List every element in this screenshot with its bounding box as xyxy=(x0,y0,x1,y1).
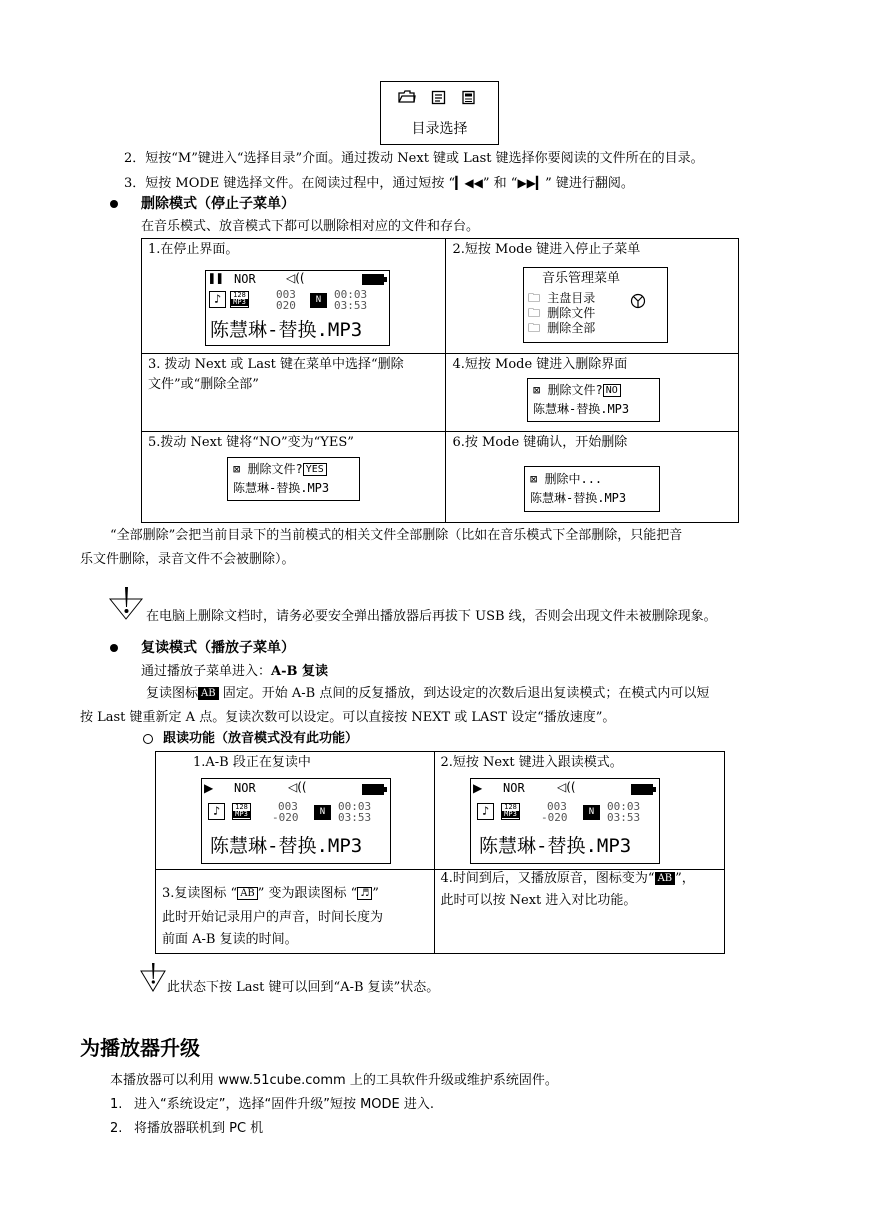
song-title: 陈慧琳-替换.MP3 xyxy=(210,835,363,857)
track-total: -020 xyxy=(272,811,299,824)
menu-title: 音乐管理菜单 xyxy=(542,271,621,286)
upgrade-title: 为播放器升级 xyxy=(80,1036,200,1060)
total-time: 03:53 xyxy=(338,811,372,824)
eq-mode-label: NOR xyxy=(503,781,525,795)
next-track-icon: ▶▶▎ xyxy=(517,176,546,190)
track-number: 003 xyxy=(547,800,567,813)
upgrade-step-1-num: 1. xyxy=(110,1097,123,1112)
pause-icon: ❚❚ xyxy=(208,271,224,286)
text-file-icon xyxy=(431,90,447,105)
step2-text: 2．短按“M”键进入“选择目录”介面。通过拨动 Next 键或 Last 键选择你要阅读的文件所在的目录。 xyxy=(124,151,704,166)
battery-icon xyxy=(631,784,653,795)
note-icon xyxy=(140,962,166,992)
lcd-delete-no-screen xyxy=(527,378,660,422)
bitrate-icon: 128 MP3 xyxy=(230,291,249,308)
directory-select-box xyxy=(380,81,499,145)
lcd-stop-screen xyxy=(205,270,390,346)
play-icon: ▶ xyxy=(204,781,214,795)
repeat-desc-2: 按 Last 键重新定 A 点。复读次数可以设定。可以直接按 NEXT 或 LAST 设定“播放速度”。 xyxy=(80,710,616,725)
menu-item-delete-all: 🗀 删除全部 xyxy=(528,321,596,335)
music-note-icon: ♪ xyxy=(209,291,226,308)
delete-file-icon: ⊠ xyxy=(233,462,241,476)
previous-track-icon: ▎◀◀ xyxy=(455,176,483,190)
follow-step-3: 3.复读图标 “ AB ” 变为跟读图标 “ ♬ ” 此时开始记录用户的声音，时间长度为 前面 A-B 复读的时间。 xyxy=(156,870,435,954)
warning-note-icon xyxy=(108,585,144,621)
lcd-delete-yes-screen xyxy=(227,457,360,501)
answer-no: NO xyxy=(603,384,621,397)
folder-icon: 🗀 xyxy=(528,291,541,305)
volume-icon: ◁(( xyxy=(288,780,307,794)
hollow-bullet-icon xyxy=(143,734,153,744)
upgrade-step-2-num: 2. xyxy=(110,1121,123,1136)
delete-all-explanation-1: “全部删除”会把当前目录下的当前模式的相关文件全部删除（比如在音乐模式下全部删除，只能把音 xyxy=(110,528,683,543)
delete-song: 陈慧琳-替换.MP3 xyxy=(533,402,630,416)
song-title: 陈慧琳-替换.MP3 xyxy=(210,319,363,341)
folder-icon xyxy=(398,90,416,104)
total-time: 03:53 xyxy=(334,299,368,312)
repeat-mode-intro: 通过播放子菜单进入：A-B 复读 xyxy=(141,664,329,679)
delete-mode-title: 删除模式（停止子菜单） xyxy=(141,196,295,212)
delete-song: 陈慧琳-替换.MP3 xyxy=(233,481,330,495)
upgrade-step-2: 将播放器联机到 PC 机 xyxy=(134,1121,264,1136)
document-icon xyxy=(461,90,477,105)
track-number: 003 xyxy=(278,800,298,813)
step3-text: 3．短按 MODE 键选择文件。在阅读过程中，通过短按 “▎◀◀” 和 “▶▶▎” 键进行翻阅。 xyxy=(124,176,634,191)
repeat-off-icon: N xyxy=(314,805,331,820)
battery-icon xyxy=(362,274,384,285)
menu-item-main-dir: 🗀 主盘目录 xyxy=(528,291,596,305)
repeat-off-icon: N xyxy=(310,293,327,308)
elapsed-time: 00:03 xyxy=(334,288,368,301)
folder-icon: 🗀 xyxy=(528,306,541,320)
music-note-icon: ♪ xyxy=(208,803,225,820)
repeat-off-icon: N xyxy=(583,805,600,820)
delete-step-3: 3. 拨动 Next 或 Last 键在菜单中选择“删除 文件”或“删除全部” xyxy=(142,354,446,432)
menu-item-delete-file: 🗀 删除文件 xyxy=(528,306,596,320)
bullet-icon xyxy=(110,200,118,208)
repeat-mode-title: 复读模式（播放子菜单） xyxy=(141,640,295,656)
track-number: 003 xyxy=(276,288,296,301)
answer-yes: YES xyxy=(303,463,327,476)
lcd-deleting-screen xyxy=(524,466,660,512)
eq-mode-label: NOR xyxy=(234,272,256,286)
delete-mode-intro: 在音乐模式、放音模式下都可以删除相对应的文件和存台。 xyxy=(141,219,480,234)
delete-step-2: 2.短按 Mode 键进入停止子菜单 xyxy=(446,239,739,354)
delete-file-icon: ⊠ xyxy=(533,383,541,397)
delete-file-icon: ⊠ xyxy=(530,472,538,486)
elapsed-time: 00:03 xyxy=(607,800,641,813)
volume-icon: ◁(( xyxy=(286,271,305,285)
delete-all-explanation-2: 乐文件删除，录音文件不会被删除）。 xyxy=(80,552,295,567)
lcd-play-screen-1 xyxy=(201,778,391,864)
elapsed-time: 00:03 xyxy=(338,800,372,813)
delete-prompt: ⊠ 删除文件? YES xyxy=(233,462,327,476)
delete-warning-note: 在电脑上删除文档时，请务必要安全弹出播放器后再拔下 USB 线，否则会出现文件未被删除现象。 xyxy=(146,609,717,624)
upgrade-step-1: 进入“系统设定”，选择“固件升级”短按 MODE 进入. xyxy=(134,1097,435,1112)
volume-icon: ◁(( xyxy=(557,780,576,794)
upgrade-intro: 本播放器可以利用 www.51cube.comm 上的工具软件升级或维护系统固件。 xyxy=(110,1073,558,1088)
follow-step-2: 2.短按 Next 键进入跟读模式。 xyxy=(434,752,725,870)
play-icon: ▶ xyxy=(473,781,483,795)
bullet-icon xyxy=(110,644,118,652)
delete-step-1: 1.在停止界面。 xyxy=(142,239,446,354)
bitrate-icon: 128 MP3 xyxy=(501,803,520,820)
lcd-menu-screen xyxy=(523,267,668,343)
delete-prompt: ⊠ 删除文件? NO xyxy=(533,383,621,397)
repeat-desc-1: 复读图标 AB 固定。开始 A-B 点间的反复播放，到达设定的次数后退出复读模式；在模式内可以短 xyxy=(146,686,710,701)
follow-read-icon: ♬ xyxy=(357,887,372,900)
eq-mode-label: NOR xyxy=(234,781,256,795)
deleting-song: 陈慧琳-替换.MP3 xyxy=(530,491,627,505)
delete-step-5: 5.拨动 Next 键将“NO”变为“YES” xyxy=(142,432,446,523)
track-total: 020 xyxy=(276,299,296,312)
total-time: 03:53 xyxy=(607,811,641,824)
battery-icon xyxy=(362,784,384,795)
lcd-play-screen-2 xyxy=(470,778,660,864)
song-title: 陈慧琳-替换.MP3 xyxy=(479,835,632,857)
selector-wheel-icon xyxy=(630,293,646,309)
delete-step-6: 6.按 Mode 键确认，开始删除 xyxy=(446,432,739,523)
follow-step-4: 4.时间到后，又播放原音，图标变为“ AB ”， 此时可以按 Next 进入对比功能。 xyxy=(434,870,725,954)
ab-repeat-icon: AB xyxy=(198,687,219,700)
compare-icon: AB xyxy=(655,872,676,885)
delete-step-4: 4.短按 Mode 键进入删除界面 xyxy=(446,354,739,432)
track-total: -020 xyxy=(541,811,568,824)
follow-read-title: 跟读功能（放音模式没有此功能） xyxy=(163,731,359,746)
repeat-note: 此状态下按 Last 键可以回到“A-B 复读”状态。 xyxy=(167,980,440,995)
deleting-prompt: ⊠ 删除中... xyxy=(530,472,603,486)
repeat-icon: AB xyxy=(237,887,258,900)
bitrate-icon: 128 MP3 xyxy=(232,803,251,820)
directory-select-label: 目录选择 xyxy=(411,121,468,137)
music-note-icon: ♪ xyxy=(477,803,494,820)
follow-step-1: 1.A-B 段正在复读中 xyxy=(156,752,435,870)
folder-icon: 🗀 xyxy=(528,321,541,335)
